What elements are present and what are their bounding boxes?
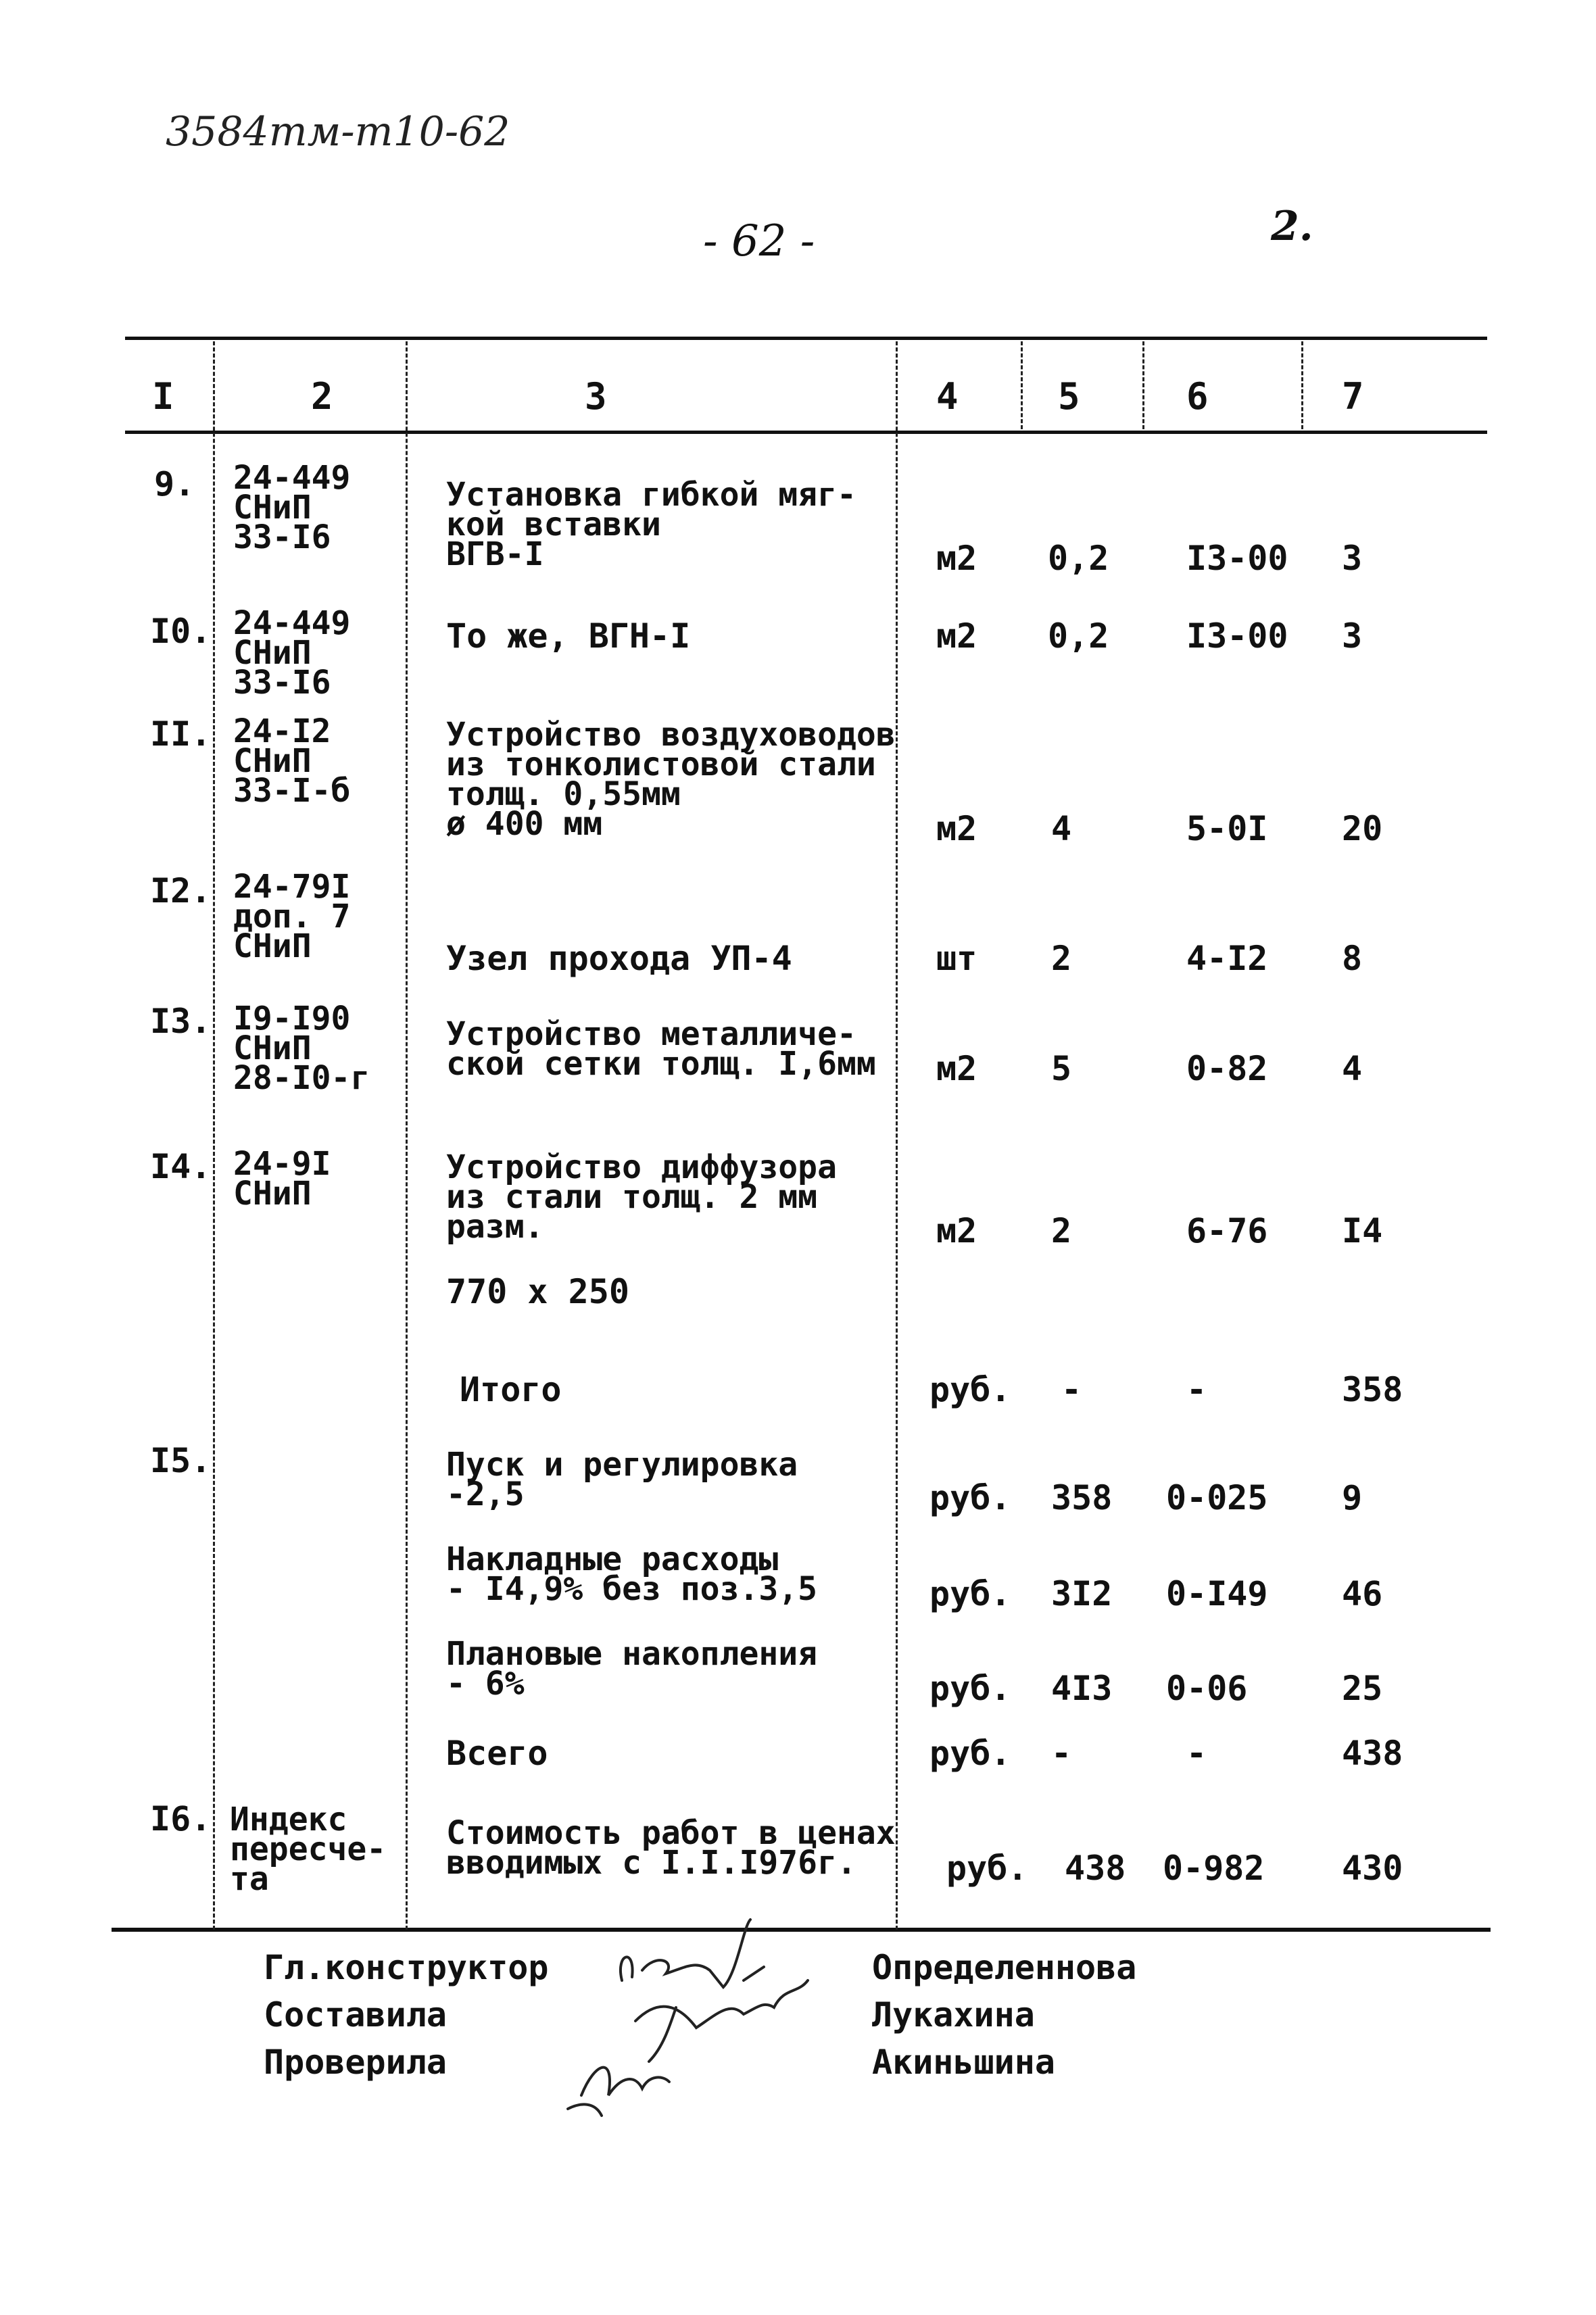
row-number: 9. bbox=[154, 464, 195, 504]
unit: м2 bbox=[936, 809, 977, 848]
signature-role: Проверила bbox=[264, 2043, 447, 2082]
signature-role: Гл.конструктор bbox=[264, 1948, 549, 1987]
unit: м2 bbox=[936, 616, 977, 656]
quantity: 3I2 bbox=[1051, 1574, 1113, 1613]
unit-price: I3-00 bbox=[1186, 616, 1288, 656]
total: 25 bbox=[1342, 1669, 1383, 1708]
total: 358 bbox=[1342, 1370, 1403, 1409]
table-top-rule bbox=[125, 337, 1487, 340]
signature-name: Акиньшина bbox=[872, 2043, 1055, 2082]
quantity: 2 bbox=[1051, 939, 1072, 978]
quantity: 0,2 bbox=[1048, 539, 1109, 578]
signature-role: Составила bbox=[264, 1995, 447, 2034]
quantity: 4I3 bbox=[1051, 1669, 1113, 1708]
col-header-5: 5 bbox=[1058, 375, 1080, 418]
sheet-mark: 2. bbox=[1271, 203, 1313, 250]
norm-code: 24-449 СНиП 33-I6 bbox=[233, 604, 351, 702]
unit-price: 0-06 bbox=[1166, 1669, 1248, 1708]
unit-price: 0-025 bbox=[1166, 1478, 1268, 1517]
col-sep-4 bbox=[1021, 341, 1023, 429]
unit-price: 0-982 bbox=[1163, 1849, 1265, 1888]
col-sep-6 bbox=[1301, 341, 1303, 429]
col-header-6: 6 bbox=[1186, 375, 1209, 418]
row-number: I4. bbox=[150, 1147, 212, 1186]
col-sep-5 bbox=[1142, 341, 1144, 429]
col-header-4: 4 bbox=[936, 375, 959, 418]
document-code: 3584тм-т10-62 bbox=[166, 108, 510, 155]
unit: м2 bbox=[936, 539, 977, 578]
unit: руб. bbox=[946, 1849, 1028, 1888]
unit-price: - bbox=[1186, 1734, 1207, 1773]
work-description: Узел прохода УП-4 bbox=[446, 939, 792, 978]
unit-price: I3-00 bbox=[1186, 539, 1288, 578]
col-header-1: I bbox=[152, 375, 174, 418]
work-description: Пуск и регулировка -2,5 bbox=[446, 1446, 798, 1513]
unit-price: 0-I49 bbox=[1166, 1574, 1268, 1613]
unit: шт bbox=[936, 939, 977, 978]
row-number: I0. bbox=[150, 612, 212, 651]
work-description: Устройство диффузора из стали толщ. 2 мм разм. bbox=[446, 1148, 837, 1246]
norm-code: 24-449 СНиП 33-I6 bbox=[233, 459, 351, 556]
unit-price: 6-76 bbox=[1186, 1211, 1268, 1250]
table-header-rule bbox=[125, 431, 1487, 434]
total: 3 bbox=[1342, 539, 1363, 578]
unit: руб. bbox=[929, 1370, 1011, 1409]
work-description: Устройство металличе- ской сетки толщ. I,6мм bbox=[446, 1015, 876, 1083]
unit: м2 bbox=[936, 1211, 977, 1250]
work-description: Плановые накопления - 6% bbox=[446, 1635, 818, 1703]
total: 8 bbox=[1342, 939, 1363, 978]
col-header-2: 2 bbox=[311, 375, 333, 418]
total: 430 bbox=[1342, 1849, 1403, 1888]
quantity: - bbox=[1051, 1734, 1072, 1773]
subtotal-label: Итого bbox=[460, 1370, 562, 1409]
norm-code: 24-I2 СНиП 33-I-б bbox=[233, 712, 351, 810]
row-number: I5. bbox=[150, 1441, 212, 1480]
quantity: 5 bbox=[1051, 1049, 1072, 1088]
row-number: I6. bbox=[150, 1799, 212, 1838]
total: 9 bbox=[1342, 1478, 1363, 1517]
norm-code: I9-I90 СНиП 28-I0-г bbox=[233, 1000, 370, 1097]
signature-name: Определеннова bbox=[872, 1948, 1137, 1987]
col-header-7: 7 bbox=[1342, 375, 1364, 418]
col-sep-3 bbox=[896, 341, 898, 1930]
unit: руб. bbox=[929, 1574, 1011, 1613]
total: 438 bbox=[1342, 1734, 1403, 1773]
quantity: - bbox=[1061, 1370, 1082, 1409]
grand-total-label: Всего bbox=[446, 1734, 548, 1773]
dimensions: 770 х 250 bbox=[446, 1272, 629, 1311]
col-sep-1 bbox=[213, 341, 215, 1930]
work-description: То же, ВГН-I bbox=[446, 616, 691, 656]
work-description: Стоимость работ в ценах вводимых с I.I.I976г. bbox=[446, 1814, 896, 1882]
handwritten-signatures bbox=[541, 1906, 865, 2122]
unit: руб. bbox=[929, 1734, 1011, 1773]
norm-code: 24-79I доп. 7 СНиП bbox=[233, 868, 351, 965]
col-header-3: 3 bbox=[585, 375, 607, 418]
quantity: 438 bbox=[1065, 1849, 1126, 1888]
work-description: Установка гибкой мяг- кой вставки ВГВ-I bbox=[446, 476, 856, 573]
norm-code: Индекс пересче- та bbox=[230, 1801, 387, 1898]
row-number: I2. bbox=[150, 871, 212, 910]
quantity: 0,2 bbox=[1048, 616, 1109, 656]
unit: руб. bbox=[929, 1478, 1011, 1517]
work-description: Накладные расходы - I4,9% без поз.3,5 bbox=[446, 1540, 818, 1608]
quantity: 4 bbox=[1051, 809, 1072, 848]
norm-code: 24-9I СНиП bbox=[233, 1145, 331, 1213]
signature-name: Лукахина bbox=[872, 1995, 1035, 2034]
unit-price: 4-I2 bbox=[1186, 939, 1268, 978]
total: I4 bbox=[1342, 1211, 1383, 1250]
row-number: II. bbox=[150, 714, 212, 754]
col-sep-2 bbox=[406, 341, 408, 1930]
unit-price: 5-0I bbox=[1186, 809, 1268, 848]
total: 20 bbox=[1342, 809, 1383, 848]
quantity: 358 bbox=[1051, 1478, 1113, 1517]
total: 46 bbox=[1342, 1574, 1383, 1613]
page-number: - 62 - bbox=[703, 216, 815, 266]
total: 4 bbox=[1342, 1049, 1363, 1088]
unit-price: 0-82 bbox=[1186, 1049, 1268, 1088]
total: 3 bbox=[1342, 616, 1363, 656]
unit-price: - bbox=[1186, 1370, 1207, 1409]
row-number: I3. bbox=[150, 1002, 212, 1041]
work-description: Устройство воздуховодов из тонколистовой стали толщ. 0,55мм ø 400 мм bbox=[446, 716, 896, 843]
unit: руб. bbox=[929, 1669, 1011, 1708]
unit: м2 bbox=[936, 1049, 977, 1088]
quantity: 2 bbox=[1051, 1211, 1072, 1250]
